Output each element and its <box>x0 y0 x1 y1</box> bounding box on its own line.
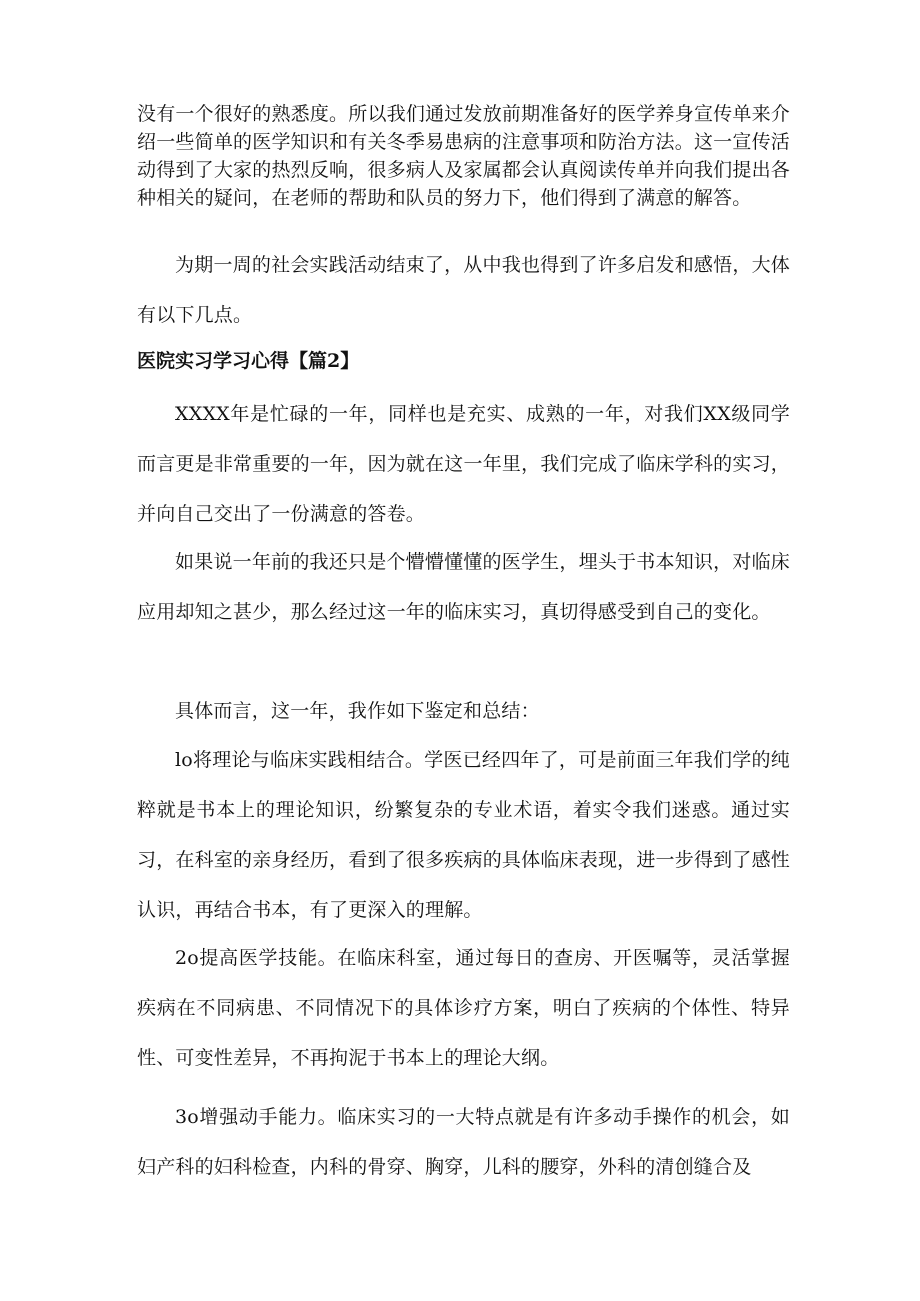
paragraph-item-2: 2o提高医学技能。在临床科室，通过每日的查房、开医嘱等，灵活掌握疾病在不同病患、不同情况下的具体诊疗方案，明白了疾病的个体性、特异性、可变性差异，不再拘泥于书本上的理论大纲。 <box>137 947 790 1069</box>
paragraph-year: XXXX年是忙碌的一年，同样也是充实、成熟的一年，对我们XX级同学而言更是非常重要的一年，因为就在这一年里，我们完成了临床学科的实习，并向自己交出了一份满意的答卷。 <box>137 403 790 525</box>
paragraph-summary-intro: 具体而言，这一年，我作如下鉴定和总结： <box>175 700 540 722</box>
section-heading: 医院实习学习心得【篇2】 <box>137 350 360 372</box>
paragraph-item-1: lo将理论与临床实践相结合。学医已经四年了，可是前面三年我们学的纯粹就是书本上的理论知识，纷繁复杂的专业术语，着实令我们迷惑。通过实习，在科室的亲身经历，看到了很多疾病的具体临床表现，进一步得到了感性认识，再结合书本，有了更深入的理解。 <box>137 749 790 921</box>
paragraph-item-3: 3o增强动手能力。临床实习的一大特点就是有许多动手操作的机会，如妇产科的妇科检查，内科的骨穿、胸穿，儿科的腰穿，外科的清创缝合及 <box>137 1106 790 1178</box>
paragraph-intro: 没有一个很好的熟悉度。所以我们通过发放前期准备好的医学养身宣传单来介绍一些简单的医学知识和有关冬季易患病的注意事项和防治方法。这一宣传活动得到了大家的热烈反响，很多病人及家属都会认真阅读传单并向我们提出各种相关的疑问，在老师的帮助和队员的努力下，他们得到了满意的解答。 <box>137 103 790 209</box>
paragraph-change: 如果说一年前的我还只是个懵懵懂懂的医学生，埋头于书本知识，对临床应用却知之甚少，那么经过这一年的临床实习，真切得感受到自己的变化。 <box>137 551 790 623</box>
paragraph-week-summary: 为期一周的社会实践活动结束了，从中我也得到了许多启发和感悟，大体有以下几点。 <box>137 254 790 326</box>
